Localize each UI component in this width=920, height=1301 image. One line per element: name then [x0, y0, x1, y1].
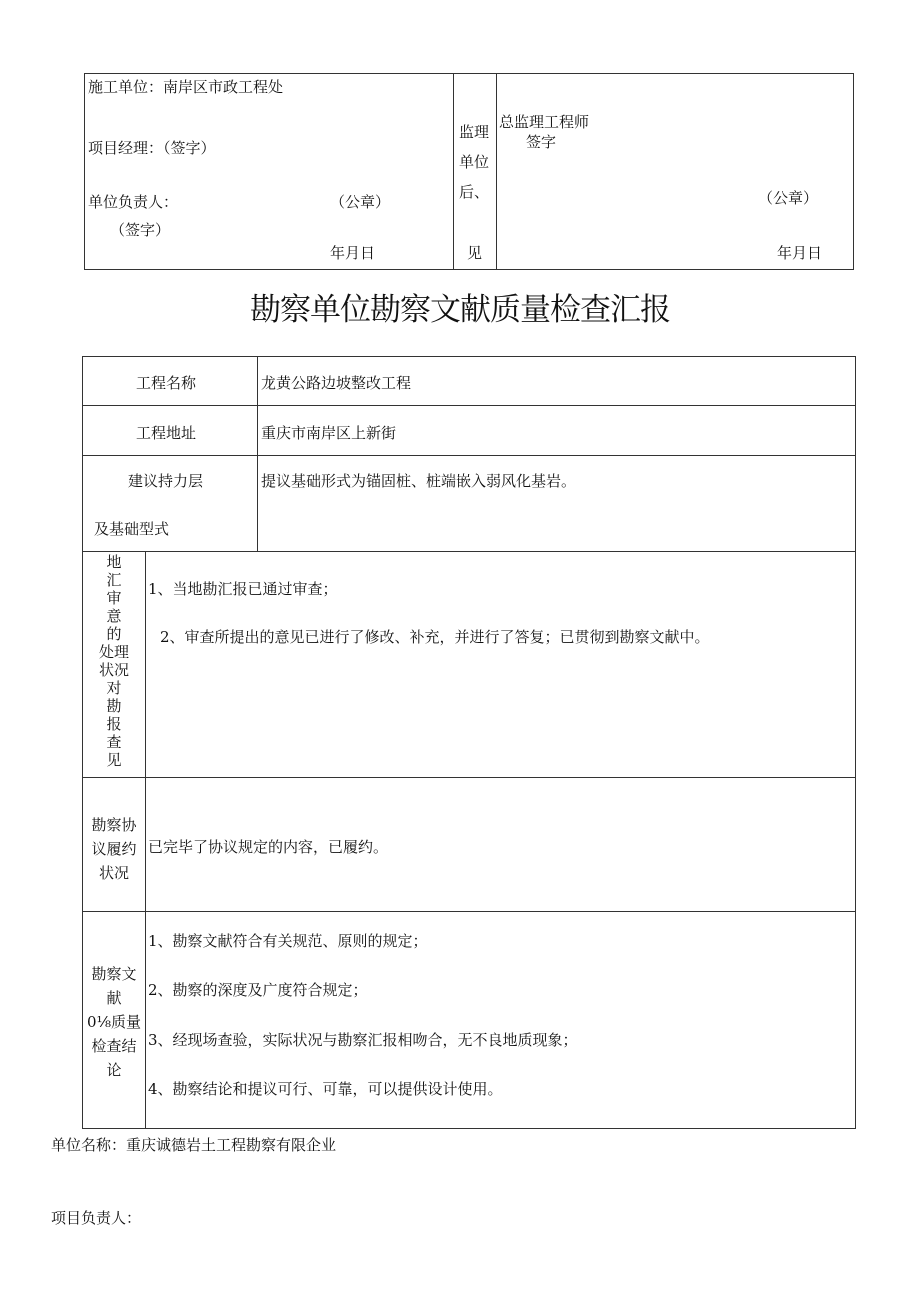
project-address-label: 工程地址 — [136, 424, 197, 442]
project-address-value: 重庆市南岸区上新街 — [261, 424, 397, 442]
date-right: 年月日 — [777, 244, 823, 262]
supervision-label-3: 后、 — [459, 183, 490, 201]
supervision-label-2: 单位 — [459, 153, 490, 171]
project-name-label: 工程名称 — [136, 374, 197, 392]
official-seal-left: （公章） — [330, 193, 391, 211]
bearing-label-line1: 建议持力层 — [128, 472, 204, 490]
unit-leader: 单位负责人： — [88, 193, 179, 211]
construction-unit: 施工单位：南岸区市政工程处 — [88, 78, 284, 96]
quality-item-2: 2、勘察的深度及广度符合规定； — [148, 981, 368, 999]
official-seal-right: （公章） — [758, 189, 819, 207]
quality-item-3: 3、经现场查验，实际状况与勘察汇报相吻合，无不良地质现象； — [148, 1031, 578, 1049]
bearing-label-line2: 及基础型式 — [94, 520, 170, 538]
project-leader: 项目负责人： — [51, 1209, 142, 1227]
supervision-label-4: 见 — [467, 244, 483, 262]
review-label: 地 汇 审 意 的 处理 状况 对 勘 报 查 见 — [98, 553, 129, 769]
contract-label: 勘察协 议履约 状况 — [91, 816, 137, 882]
project-manager: 项目经理：（签字） — [88, 139, 216, 157]
contract-value: 已完毕了协议规定的内容，已履约。 — [148, 838, 389, 856]
quality-item-4: 4、勘察结论和提议可行、可靠，可以提供设计使用。 — [148, 1080, 503, 1098]
quality-label: 勘察文 献 0⅛质量 检查结 论 — [86, 965, 142, 1079]
review-item-2: 2、审查所提出的意见已进行了修改、补充，并进行了答复；已贯彻到勘察文献中。 — [160, 628, 710, 646]
bearing-value: 提议基础形式为锚固桩、桩端嵌入弱风化基岩。 — [261, 472, 577, 490]
unit-name: 单位名称：重庆诚德岩土工程勘察有限企业 — [51, 1136, 337, 1154]
project-name-value: 龙黄公路边坡整改工程 — [261, 374, 412, 392]
supervision-label-1: 监理 — [459, 123, 490, 141]
document-title: 勘察单位勘察文献质量检查汇报 — [250, 292, 670, 328]
quality-item-1: 1、勘察文献符合有关规范、原则的规定； — [148, 932, 428, 950]
signature-left: （签字） — [110, 221, 171, 239]
review-item-1: 1、当地勘汇报已通过审查； — [148, 580, 338, 598]
date-left: 年月日 — [330, 244, 376, 262]
signature-right: 签字 — [526, 133, 557, 151]
chief-supervisor: 总监理工程师 — [499, 113, 590, 131]
